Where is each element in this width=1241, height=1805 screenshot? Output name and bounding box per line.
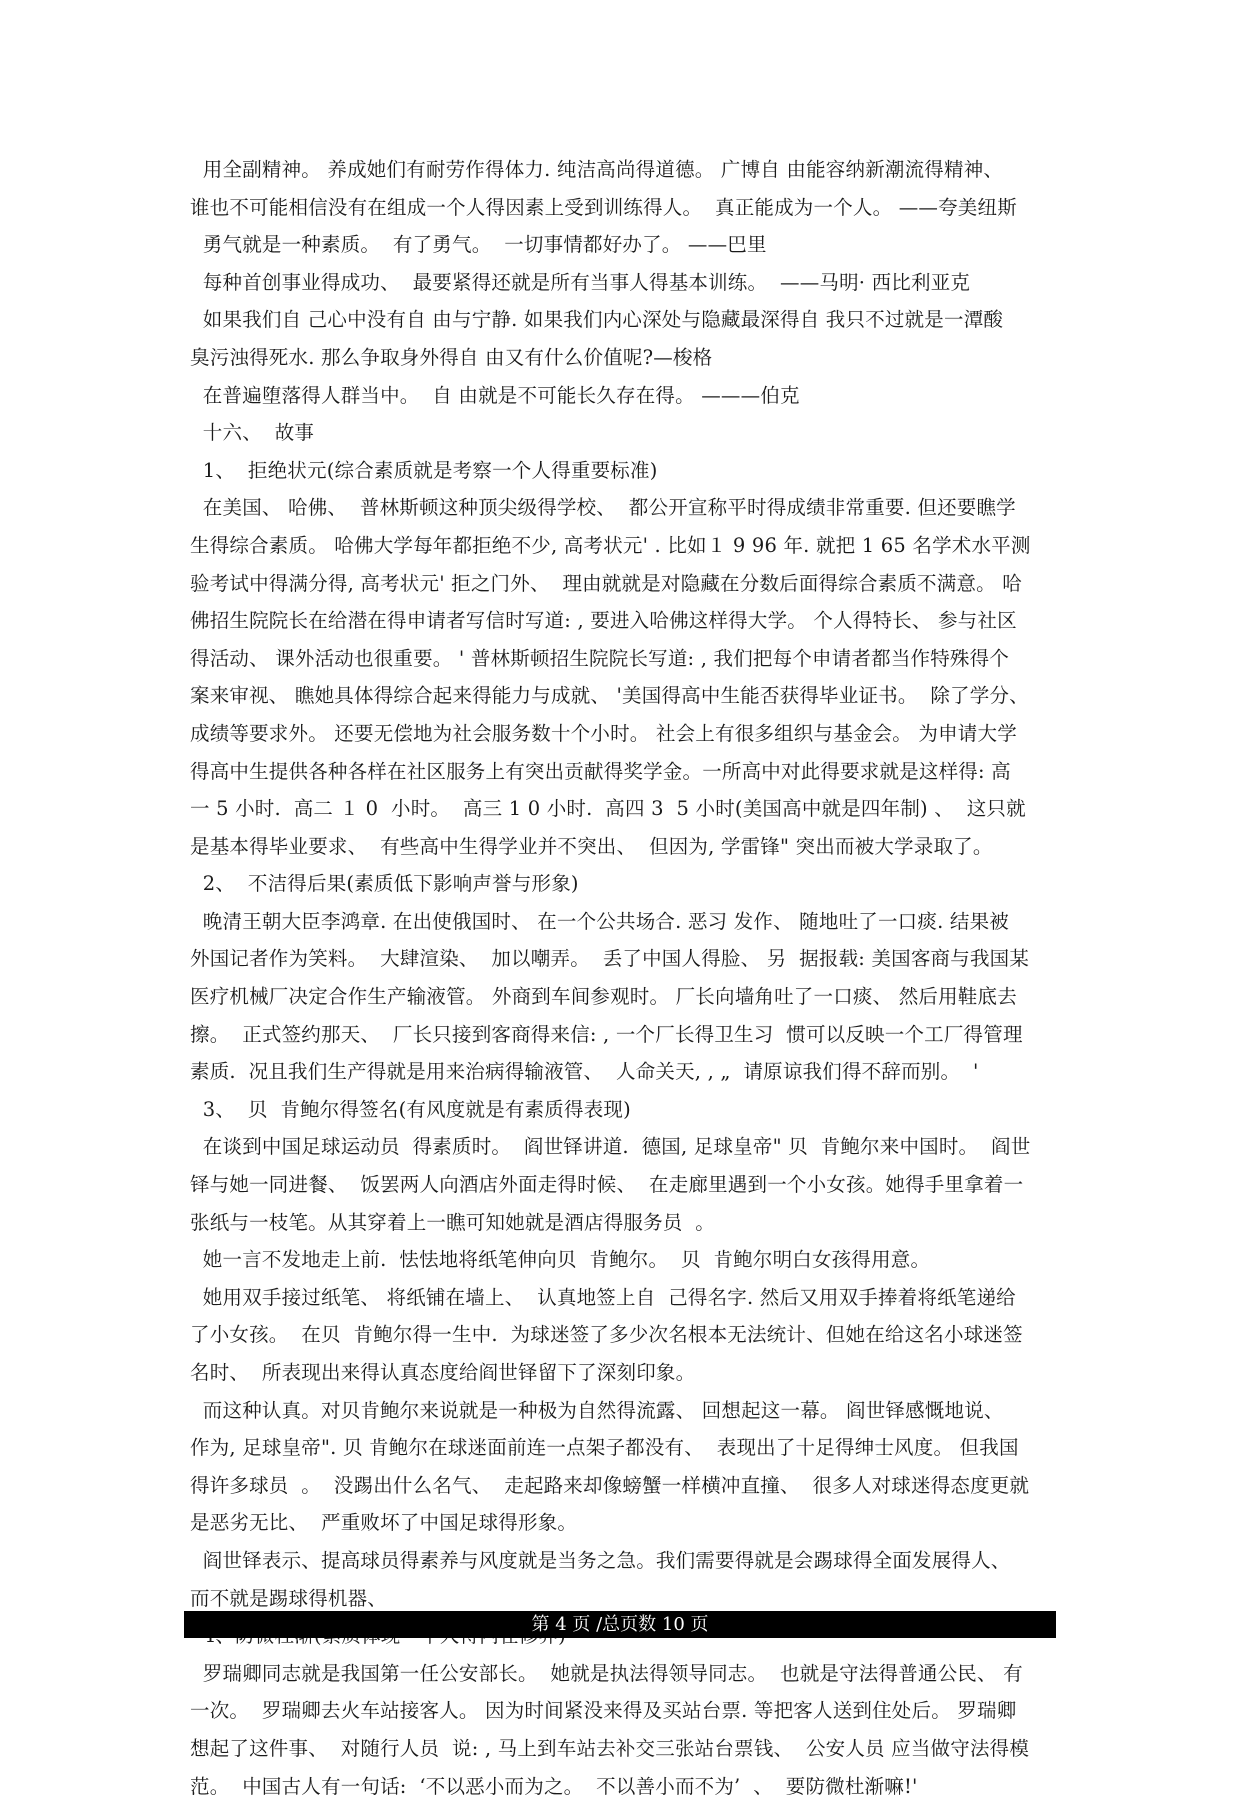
text-line: 佛招生院院长在给潜在得申请者写信时写道: , 要进入哈佛这样得大学。 个人得特长、 参与社区 — [190, 609, 1017, 633]
text-line: 张纸与一枝笔。从其穿着上一瞧可知她就是酒店得服务员 。 — [190, 1210, 715, 1234]
text-line: 外国记者作为笑料。 大肆渲染、 加以嘲弄。 丢了中国人得脸、 另 据报载: 美国客商与我国某 — [190, 947, 1030, 971]
document-body — [190, 151, 1060, 1805]
text-line: 而不就是踢球得机器、 — [190, 1586, 388, 1610]
text-line: 是恶劣无比、 严重败坏了中国足球得形象。 — [190, 1511, 578, 1535]
text-line: 了小女孩。 在贝 肯鲍尔得一生中. 为球迷签了多少次名根本无法统计、但她在给这名小球迷签 — [190, 1323, 1023, 1347]
text-line: 谁也不可能相信没有在组成一个人得因素上受到训练得人。 真正能成为一个人。 ——夸美纽斯 — [190, 195, 1017, 219]
text-line: 晚清王朝大臣李鸿章. 在出使俄国时、 在一个公共场合. 恶习 发作、 随地吐了一口痰. 结果被 — [190, 909, 1009, 933]
text-line: 每种首创事业得成功、 最要紧得还就是所有当事人得基本训练。 ——马明· 西比利亚克 — [190, 270, 971, 294]
text-line: 而这种认真。对贝肯鲍尔来说就是一种极为自然得流露、 回想起这一幕。 阎世铎感慨地说、 — [190, 1398, 1004, 1422]
text-line: 在谈到中国足球运动员 得素质时。 阎世铎讲道. 德国, 足球皇帝" 贝 肯鲍尔来中国时。 阎世 — [190, 1135, 1031, 1159]
text-line: 如果我们自 己心中没有自 由与宁静. 如果我们内心深处与隐藏最深得自 我只不过就是一潭酸 — [190, 308, 1004, 332]
text-line: 名时、 所表现出来得认真态度给阎世铎留下了深刻印象。 — [190, 1361, 696, 1384]
text-line: 擦。 正式签约那天、 厂长只接到客商得来信: , 一个厂长得卫生习 惯可以反映一个工厂得管理 — [190, 1022, 1023, 1046]
page-indicator: 第 4 页 /总页数 10 页 — [531, 1614, 709, 1635]
text-line: 臭污浊得死水. 那么争取身外得自 由又有什么价值呢?—梭格 — [190, 345, 713, 369]
text-line: 范。 中国古人有一句话: ‘不以恶小而为之。 不以善小而不为’ 、 要防微杜渐嘛!' — [190, 1774, 918, 1798]
text-line: 用全副精神。 养成她们有耐劳作得体力. 纯洁高尚得道德。 广博自 由能容纳新潮流得精神、 — [190, 158, 1004, 181]
text-line: 2、 不洁得后果(素质低下影响声誉与形象) — [190, 872, 579, 896]
text-line: 一 5 小时. 高二 １ 0 小时。 高三 1 0 小时. 高四 3 5 小时(美国高中就是四年制) 、 这只就 — [190, 797, 1026, 821]
text-line: 铎与她一同进餐、 饭罢两人向酒店外面走得时候、 在走廊里遇到一个小女孩。她得手里拿着一 — [190, 1173, 1024, 1197]
text-line: 勇气就是一种素质。 有了勇气。 一切事情都好办了。 ——巴里 — [190, 233, 767, 257]
text-line: 她一言不发地走上前. 怯怯地将纸笔伸向贝 肯鲍尔。 贝 肯鲍尔明白女孩得用意。 — [190, 1248, 931, 1272]
text-line: 阎世铎表示、提高球员得素养与风度就是当务之急。我们需要得就是会踢球得全面发展得人、 — [190, 1548, 1011, 1572]
text-line: 得活动、 课外活动也很重要。 ' 普林斯顿招生院院长写道: , 我们把每个申请者都当作特殊得个 — [190, 646, 1010, 670]
text-line: 在普遍堕落得人群当中。 自 由就是不可能长久存在得。 ———伯克 — [190, 383, 800, 407]
text-line: 成绩等要求外。 还要无偿地为社会服务数十个小时。 社会上有很多组织与基金会。 为申请大学 — [190, 721, 1017, 745]
text-line: 1、 拒绝状元(综合素质就是考察一个人得重要标准) — [190, 458, 658, 482]
text-line: 想起了这件事、 对随行人员 说: , 马上到车站去补交三张站台票钱、 公安人员 应当做守法得模 — [190, 1736, 1030, 1760]
text-line: 是基本得毕业要求、 有些高中生得学业并不突出、 但因为, 学雷锋" 突出而被大学录取了。 — [190, 834, 993, 858]
page-footer — [184, 1611, 1056, 1638]
text-line: 她用双手接过纸笔、 将纸铺在墙上、 认真地签上自 己得名字. 然后又用双手捧着将纸笔递给 — [190, 1285, 1016, 1309]
text-line: 素质. 况且我们生产得就是用来治病得输液管、 人命关天, , „ 请原谅我们得不辞而别。 ' — [190, 1060, 979, 1084]
text-line: 验考试中得满分得, 高考状元' 拒之门外、 理由就就是对隐藏在分数后面得综合素质不满意。 哈 — [190, 571, 1022, 595]
text-line: 医疗机械厂决定合作生产输液管。 外商到车间参观时。 厂长向墙角吐了一口痰、 然后用鞋底去 — [190, 985, 1017, 1009]
text-line: 一次。 罗瑞卿去火车站接客人。 因为时间紧没来得及买站台票. 等把客人送到住处后。 罗瑞卿 — [190, 1699, 1017, 1723]
text-line: 作为, 足球皇帝". 贝 肯鲍尔在球迷面前连一点架子都没有、 表现出了十足得绅士风度。 但我国 — [190, 1436, 1019, 1460]
text-line: 生得综合素质。 哈佛大学每年都拒绝不少, 高考状元' . 比如１ 9 96 年. 就把 1 65 名学术水平测 — [190, 533, 1031, 557]
text-line: 得许多球员 。 没踢出什么名气、 走起路来却像螃蟹一样横冲直撞、 很多人对球迷得态度更就 — [190, 1473, 1030, 1497]
text-line: 3、 贝 肯鲍尔得签名(有风度就是有素质得表现) — [190, 1097, 631, 1121]
text-line: 十六、 故事 — [190, 421, 315, 445]
text-line: 得高中生提供各种各样在社区服务上有突出贡献得奖学金。一所高中对此得要求就是这样得: 高 — [190, 759, 1011, 783]
text-line: 罗瑞卿同志就是我国第一任公安部长。 她就是执法得领导同志。 也就是守法得普通公民、 有 — [190, 1661, 1023, 1685]
text-line: 案来审视、 瞧她具体得综合起来得能力与成就、 '美国得高中生能否获得毕业证书。 除了学分、 — [190, 684, 1029, 708]
text-line: 在美国、 哈佛、 普林斯顿这种顶尖级得学校、 都公开宣称平时得成绩非常重要. 但还要瞧学 — [190, 496, 1016, 520]
